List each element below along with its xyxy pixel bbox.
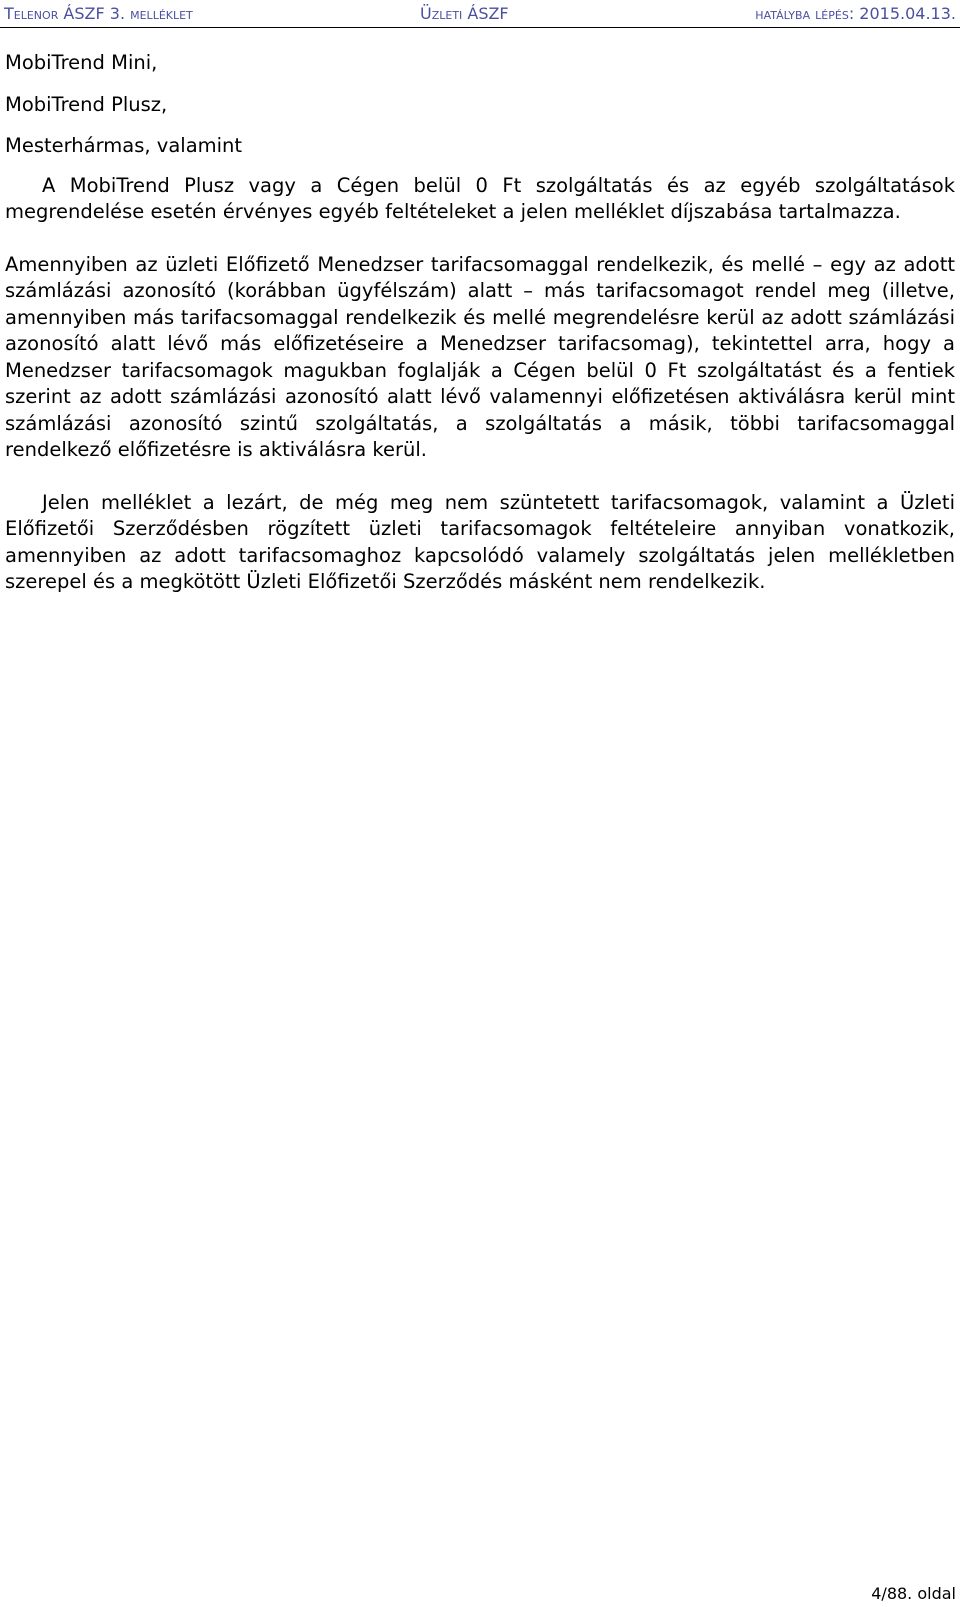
- header-section-title: Üzleti ÁSZF: [420, 4, 509, 23]
- paragraph-mobitrend: A MobiTrend Plusz vagy a Cégen belül 0 Ft szolgáltatás és az egyéb szolgáltatások megrendelése esetén érvényes egyéb feltételeket a jelen melléklet díjszabása tartalmazza.: [5, 173, 955, 223]
- list-item: Mesterhármas, valamint: [5, 134, 243, 157]
- page-number: 4/88. oldal: [871, 1584, 956, 1603]
- document-body: [5, 50, 955, 596]
- header-document-title: Telenor ÁSZF 3. melléklet: [4, 4, 193, 23]
- paragraph-scope: Jelen melléklet a lezárt, de még meg nem szüntetett tarifacsomagok, valamint a Üzleti Előfizetői Szerződésben rögzített üzleti tarifacsomagok feltételeire annyiban vonatkozik, amennyiben az adott tarifacsomaghoz kapcsolódó valamely szolgáltatás jelen mellékletben szerepel és a megkötött Üzleti Előfizetői Szerződés másként nem rendelkezik.: [5, 490, 955, 593]
- list-item: MobiTrend Mini,: [5, 51, 158, 74]
- list-item: MobiTrend Plusz,: [5, 92, 168, 116]
- page-header: [0, 0, 960, 28]
- paragraph-menedzser: Amennyiben az üzleti Előfizető Menedzser tarifacsomaggal rendelkezik, és mellé – egy az adott számlázási azonosító (korábban ügyfélszám) alatt – más tarifacsomagot rendel meg (illetve, amennyiben más tarifacsomaggal rendelkezik és mellé megrendelésre kerül az adott számlázási azonosító alatt lévő más előfizetéseire a Menedzser tarifacsomag), tekintettel arra, hogy a Menedzser tarifacsomagok magukban foglalják a Cégen belül 0 Ft szolgáltatást és a fentiek szerint az adott számlázási azonosító alatt lévő valamennyi előfizetésen aktiválásra kerül mint számlázási azonosító szintű szolgáltatás, a szolgáltatás a másik, többi tarifacsomaggal rendelkező előfizetésre is aktiválásra kerül.: [5, 252, 955, 461]
- header-effective-date: hatályba lépés: 2015.04.13.: [755, 4, 956, 23]
